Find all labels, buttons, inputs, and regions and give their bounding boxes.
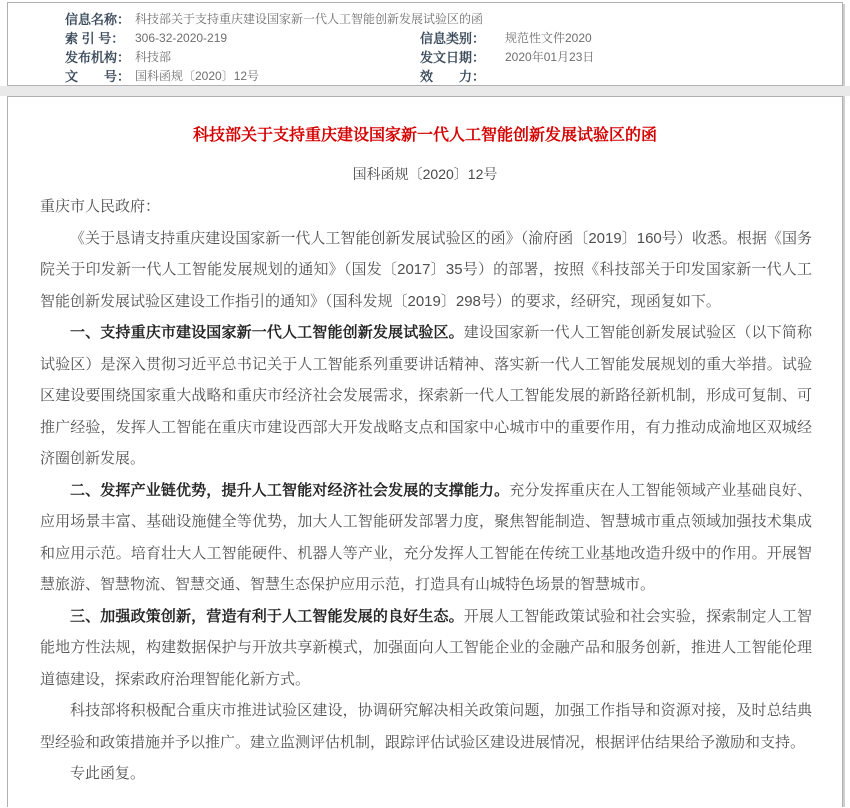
salutation: 重庆市人民政府： bbox=[40, 198, 161, 215]
section-3-body: 开展人工智能政策试验和社会实验，探索制定人工智能地方性法规，构建数据保护与开放共享新模式，加强面向人工智能企业的金融产品和服务创新，推进人工智能伦理道德建设，探索政府治理智能化新方式。 bbox=[40, 607, 812, 688]
issue-date-label: 发文日期： bbox=[420, 50, 486, 65]
info-category-value: 规范性文件2020 bbox=[505, 31, 592, 45]
issue-date-value: 2020年01月23日 bbox=[505, 50, 595, 64]
index-number-label: 索 引 号： bbox=[65, 31, 125, 46]
index-number-value: 306-32-2020-219 bbox=[135, 30, 228, 45]
info-row-docnum bbox=[8, 66, 842, 85]
support-paragraph: 科技部将积极配合重庆市推进试验区建设，协调研究解决相关政策问题，加强工作指导和资源对接，及时总结典型经验和政策措施并予以推广。建立监测评估机制，跟踪评估试验区建设进展情况，根据评估结果给予激励和支持。 bbox=[40, 702, 812, 751]
section-1-body: 建设国家新一代人工智能创新发展试验区（以下简称试验区）是深入贯彻习近平总书记关于人工智能系列重要讲话精神、落实新一代人工智能发展规划的重大举措。试验区建设要围绕国家重大战略和重庆市经济社会发展需求，探索新一代人工智能发展的新路径新机制，形成可复制、可推广经验，发挥人工智能在重庆市建设西部大开发战略支点和国家中心城市中的重要作用，有力推动成渝地区双城经济圈创新发展。 bbox=[40, 324, 812, 467]
section-1-lead: 一、支持重庆市建设国家新一代人工智能创新发展试验区。 bbox=[70, 324, 464, 341]
section-2-lead: 二、发挥产业链优势，提升人工智能对经济社会发展的支撑能力。 bbox=[70, 481, 510, 499]
separator-band bbox=[0, 86, 850, 96]
info-row-agency bbox=[8, 47, 842, 66]
info-category-label: 信息类别： bbox=[420, 31, 486, 46]
issuing-agency-label: 发布机构： bbox=[65, 50, 131, 65]
closing-line: 专此函复。 bbox=[70, 765, 146, 782]
info-summary-box bbox=[7, 2, 843, 86]
document-number: 国科函规〔2020〕12号 bbox=[352, 166, 498, 182]
intro-paragraph: 《关于恳请支持重庆建设国家新一代人工智能创新发展试验区的函》（渝府函〔2019〕160号）收悉。根据《国务院关于印发新一代人工智能发展规划的通知》（国发〔2017〕35号）的部署，按照《科技部关于印发国家新一代人工智能创新发展试验区建设工作指引的通知》（国科发规〔2019〕298号）的要求，经研究，现函复如下。 bbox=[40, 229, 812, 310]
section-3 bbox=[40, 601, 812, 696]
info-row-index bbox=[8, 28, 842, 47]
section-2-body: 充分发挥重庆在人工智能领域产业基础良好、应用场景丰富、基础设施健全等优势，加大人工智能研发部署力度，聚焦智能制造、智慧城市重点领域加强技术集成和应用示范。培育壮大人工智能硬件、机器人等产业，充分发挥人工智能在传统工业基地改造升级中的作用。开展智慧旅游、智慧物流、智慧交通、智慧生态保护应用示范，打造具有山城特色场景的智慧城市。 bbox=[40, 481, 812, 593]
section-3-lead: 三、加强政策创新，营造有利于人工智能发展的良好生态。 bbox=[70, 607, 464, 625]
section-2 bbox=[40, 475, 812, 601]
section-1 bbox=[40, 317, 812, 475]
doc-number-label: 文 号： bbox=[65, 69, 131, 84]
document-title: 科技部关于支持重庆建设国家新一代人工智能创新发展试验区的函 bbox=[192, 127, 657, 144]
document-body bbox=[8, 191, 842, 800]
info-row-name bbox=[8, 9, 842, 28]
doc-number-value: 国科函规〔2020〕12号 bbox=[135, 69, 260, 83]
info-name-value: 科技部关于支持重庆建设国家新一代人工智能创新发展试验区的函 bbox=[135, 12, 484, 26]
issuing-agency-value: 科技部 bbox=[135, 50, 172, 64]
info-name-label: 信息名称： bbox=[65, 12, 131, 27]
document-box bbox=[7, 96, 843, 807]
validity-label: 效 力： bbox=[420, 69, 486, 84]
